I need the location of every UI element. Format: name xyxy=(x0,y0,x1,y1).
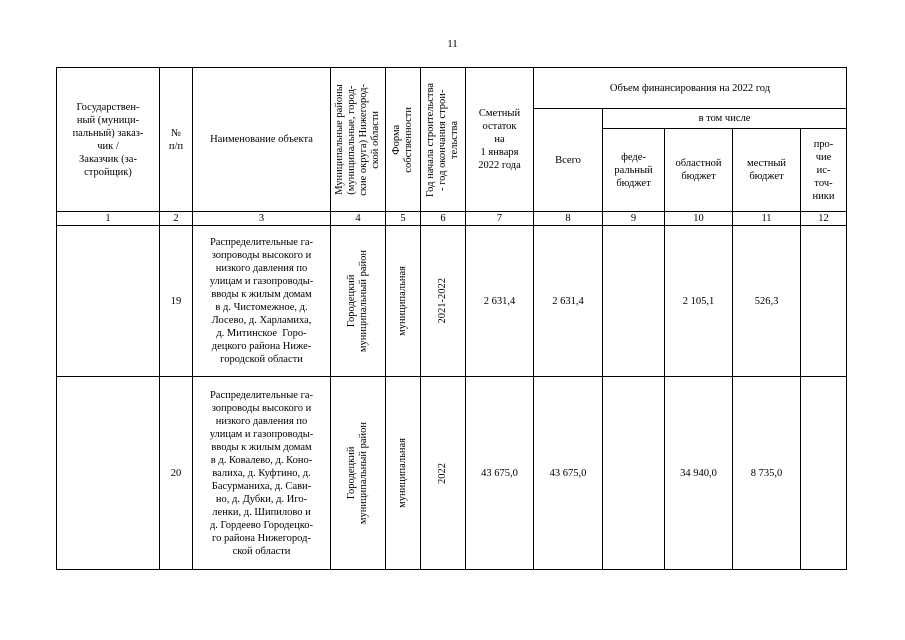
column-number: 5 xyxy=(386,212,421,226)
table-row xyxy=(57,377,847,570)
cell-local-budget: 526,3 xyxy=(733,226,801,377)
header-customer: Государствен- ный (муници- пальный) заказ- чик / Заказчик (за- стройщик) xyxy=(57,68,160,212)
cell-estimated-balance: 2 631,4 xyxy=(466,226,534,377)
cell-federal-budget xyxy=(603,377,665,570)
cell-construction-years: 2021-2022 xyxy=(421,226,466,377)
cell-construction-years: 2022 xyxy=(421,377,466,570)
column-number: 2 xyxy=(160,212,193,226)
header-including: в том числе xyxy=(603,109,847,129)
header-regional-budget: областной бюджет xyxy=(665,129,733,212)
column-number: 1 xyxy=(57,212,160,226)
cell-other-sources xyxy=(801,377,847,570)
financing-table xyxy=(56,67,847,570)
cell-number: 20 xyxy=(160,377,193,570)
header-estimated-balance: Сметный остаток на 1 января 2022 года xyxy=(466,68,534,212)
cell-total: 2 631,4 xyxy=(534,226,603,377)
cell-federal-budget xyxy=(603,226,665,377)
table-row xyxy=(57,226,847,377)
cell-ownership-form: муниципальная xyxy=(386,226,421,377)
header-number: № п/п xyxy=(160,68,193,212)
column-number: 4 xyxy=(331,212,386,226)
page-number: 11 xyxy=(447,38,458,50)
header-local-budget: местный бюджет xyxy=(733,129,801,212)
column-number: 11 xyxy=(733,212,801,226)
cell-estimated-balance: 43 675,0 xyxy=(466,377,534,570)
cell-municipal-district: Городецкий муниципальный район xyxy=(331,377,386,570)
header-total: Всего xyxy=(534,109,603,212)
header-ownership-form: Форма собственности xyxy=(386,68,421,212)
column-number: 6 xyxy=(421,212,466,226)
column-number: 3 xyxy=(193,212,331,226)
header-other-sources: про- чие ис- точ- ники xyxy=(801,129,847,212)
header-construction-years: Год начала строительства - год окончания строи- тельства xyxy=(421,68,466,212)
column-number: 7 xyxy=(466,212,534,226)
header-financing-volume: Объем финансирования на 2022 год xyxy=(534,68,847,109)
cell-local-budget: 8 735,0 xyxy=(733,377,801,570)
header-object-name: Наименование объекта xyxy=(193,68,331,212)
column-number: 8 xyxy=(534,212,603,226)
cell-total: 43 675,0 xyxy=(534,377,603,570)
cell-other-sources xyxy=(801,226,847,377)
cell-municipal-district: Городецкий муниципальный район xyxy=(331,226,386,377)
header-federal-budget: феде- ральный бюджет xyxy=(603,129,665,212)
cell-regional-budget: 34 940,0 xyxy=(665,377,733,570)
cell-customer xyxy=(57,226,160,377)
header-municipal-district: Муниципальные районы (муниципальные, город- ские округа) Нижегород- ской области xyxy=(331,68,386,212)
cell-object-name: Распределительные га- зопроводы высокого и низкого давления по улицам и газопроводы- вводы к жилым домам в д. Ковалево, д. Коно- валиха, д. Куфтино, д. Басурманиха, д. Сави- но, д. Дубки, д. Иго- ленки, д. Шипилово и д. Гордеево Городецко- го района Нижегород- ской области xyxy=(193,377,331,570)
cell-customer xyxy=(57,377,160,570)
cell-regional-budget: 2 105,1 xyxy=(665,226,733,377)
cell-object-name: Распределительные га- зопроводы высокого и низкого давления по улицам и газопроводы- вводы к жилым домам в д. Чистомежное, д. Лосево, д. Харламиха, д. Митинское Горо- децкого района Ниже- городской области xyxy=(193,226,331,377)
cell-ownership-form: муниципальная xyxy=(386,377,421,570)
cell-number: 19 xyxy=(160,226,193,377)
column-number: 10 xyxy=(665,212,733,226)
column-number: 12 xyxy=(801,212,847,226)
column-number-row xyxy=(57,212,847,226)
column-number: 9 xyxy=(603,212,665,226)
